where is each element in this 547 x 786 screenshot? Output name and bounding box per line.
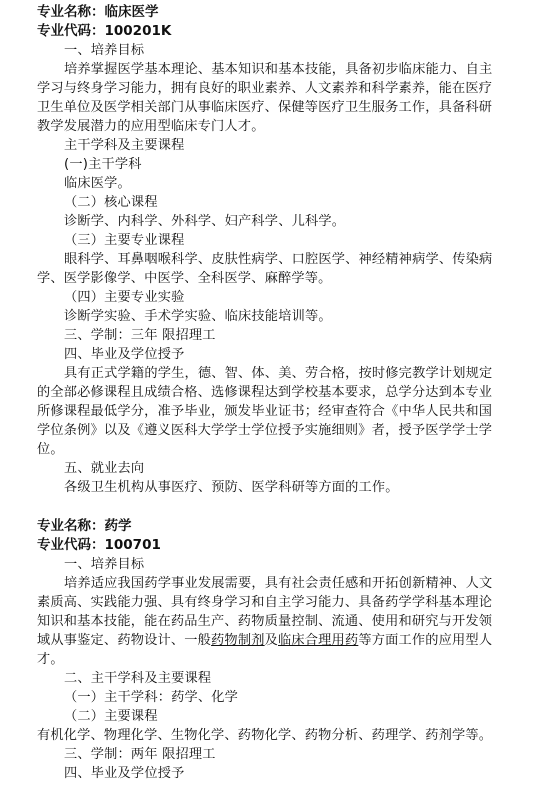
section-heading: 四、毕业及学位授予 (64, 347, 185, 362)
paragraph-line: 临床医学。 (64, 176, 131, 191)
paragraph-line: 各级卫生机构从事医疗、预防、医学科研等方面的工作。 (64, 480, 399, 495)
paragraph-line: 培养适应我国药学事业发展需要，具有社会责任感和开拓创新精神、人文 (64, 576, 493, 591)
paragraph-line: 才。 (37, 652, 64, 667)
paragraph-line: 卫生单位及医学相关部门从事临床医疗、保健等医疗卫生服务工作，具备科研 (37, 100, 493, 115)
section-heading: 主干学科及主要课程 (64, 138, 185, 153)
paragraph-line: 培养掌握医学基本理论、基本知识和基本技能，具备初步临床能力、自主 (64, 62, 493, 77)
paragraph-line: 眼科学、耳鼻咽喉科学、皮肤性病学、口腔医学、神经精神病学、传染病 (64, 252, 493, 267)
subsection-heading: （四）主要专业实验 (64, 290, 185, 305)
text-run: 域从事鉴定、药物设计、一般 (37, 633, 212, 648)
paragraph-line: 学习与终身学习能力，拥有良好的职业素养、人文素养和科学素养，能在医疗 (37, 81, 493, 96)
paragraph-line: 的全部必修课程且成绩合格、选修课程达到学校基本要求，总学分达到本专业 (37, 385, 493, 400)
text-run: 等方面工作的应用型人 (358, 633, 493, 648)
subsection-heading: （二）主要课程 (64, 709, 158, 724)
subsection-heading: （三）主要专业课程 (64, 233, 185, 248)
paragraph-line (37, 631, 492, 650)
paragraph-line: 位。 (37, 442, 64, 457)
subsection-heading: (一)主干学科 (64, 157, 142, 172)
major-name-heading: 专业名称：临床医学 (37, 4, 159, 20)
section-heading: 一、培养目标 (64, 557, 145, 572)
section-heading: 五、就业去向 (64, 461, 145, 476)
major-name-heading: 专业名称：药学 (37, 518, 132, 534)
paragraph-line: 素质高、实践能力强、具有终身学习和自主学习能力、具备药学学科基本理论 (37, 595, 493, 610)
paragraph-line: 所修课程最低学分，准予毕业，颁发毕业证书；经审查符合《中华人民共和国 (37, 404, 493, 419)
paragraph-line: 诊断学、内科学、外科学、妇产科学、儿科学。 (64, 214, 346, 229)
section-heading: 二、主干学科及主要课程 (64, 671, 212, 686)
subsection-heading: （二）核心课程 (64, 195, 158, 210)
paragraph-line: 具有正式学籍的学生，德、智、体、美、劳合格，按时修完教学计划规定 (64, 366, 493, 381)
section-heading: 三、学制：三年 限招理工 (64, 328, 216, 343)
section-heading: 一、培养目标 (64, 43, 145, 58)
subsection-heading: （一）主干学科：药学、化学 (64, 690, 239, 705)
underlined-term: 临床合理用药 (278, 633, 359, 648)
section-heading: 三、学制：两年 限招理工 (64, 747, 216, 762)
paragraph-line: 教学发展潜力的应用型临床专门人才。 (37, 119, 265, 134)
paragraph-line: 有机化学、物理化学、生物化学、药物化学、药物分析、药理学、药剂学等。 (37, 728, 493, 743)
paragraph-line: 学位条例》以及《遵义医科大学学士学位授予实施细则》者，授予医学学士学 (37, 423, 493, 438)
text-run: 及 (264, 633, 278, 648)
major-code-heading: 专业代码：100201K (37, 23, 172, 39)
section-heading: 四、毕业及学位授予 (64, 766, 185, 781)
paragraph-line: 学、医学影像学、中医学、全科医学、麻醉学等。 (37, 271, 332, 286)
paragraph-line: 诊断学实验、手术学实验、临床技能培训等。 (64, 309, 332, 324)
underlined-term: 药物制剂 (211, 633, 265, 648)
paragraph-line: 知识和基本技能，能在药品生产、药物质量控制、流通、使用和研究与开发领 (37, 614, 493, 629)
major-code-heading: 专业代码：100701 (37, 537, 161, 553)
